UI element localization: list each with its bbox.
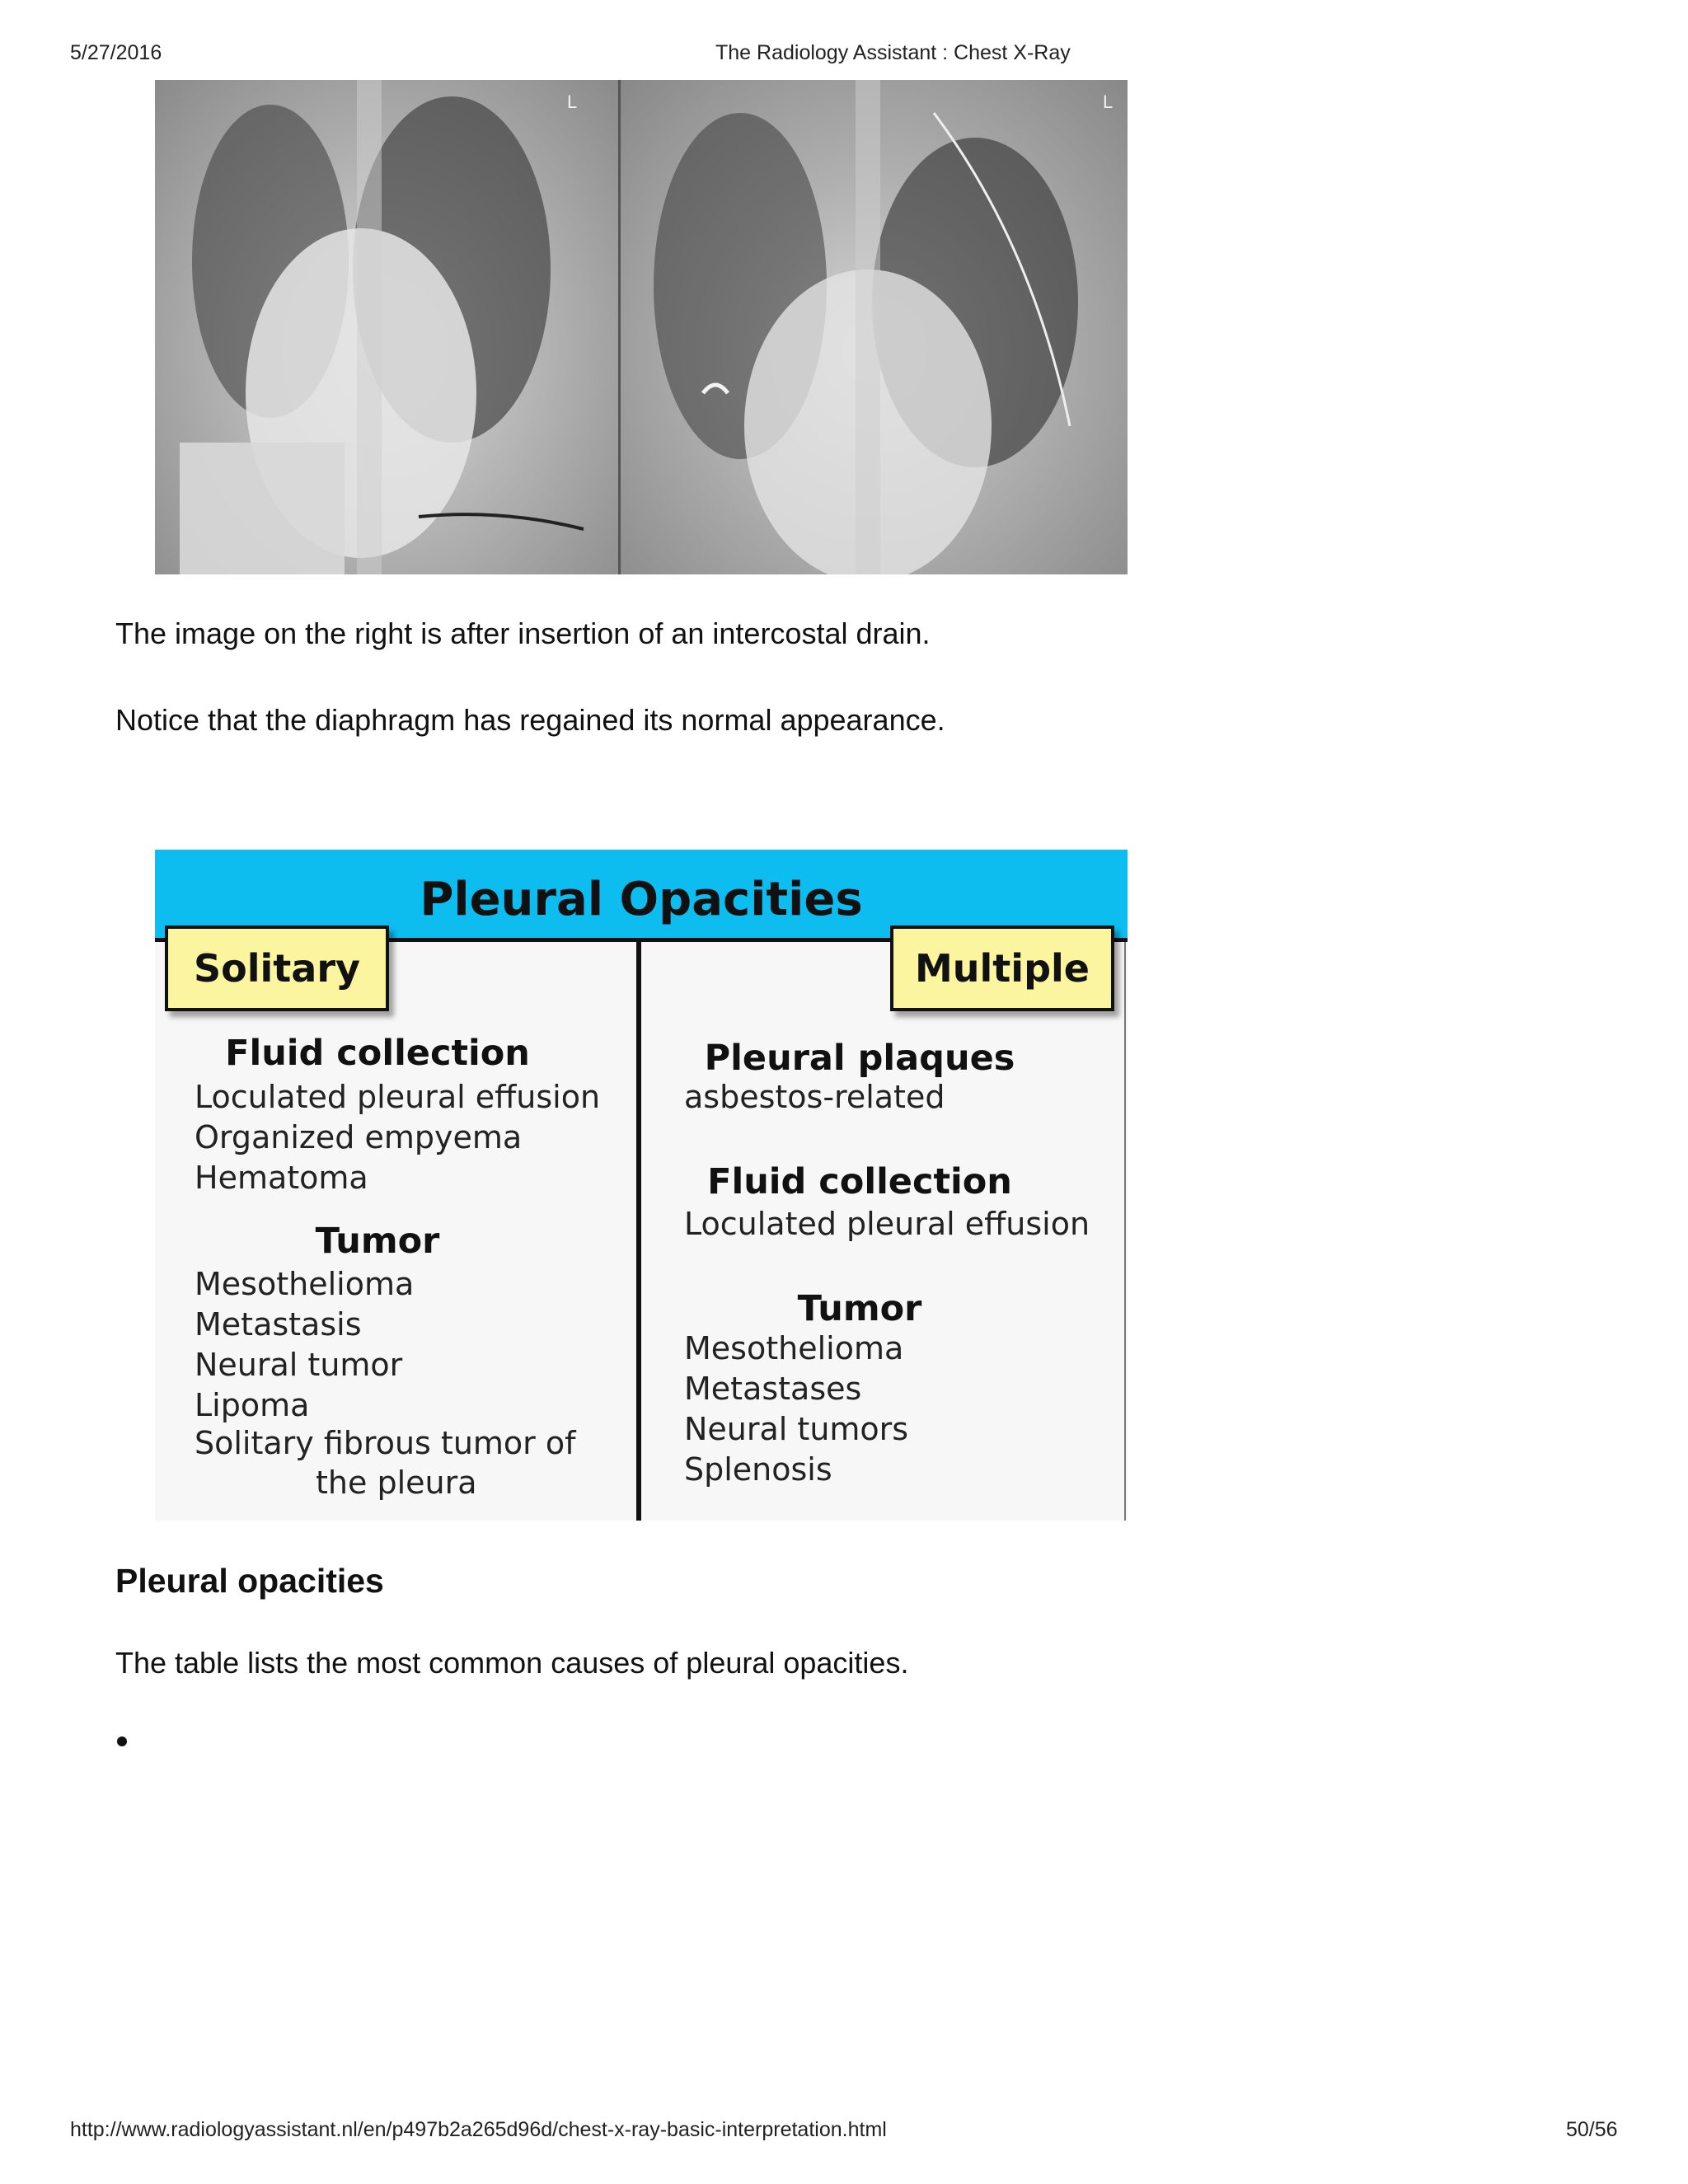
print-date: 5/27/2016 (70, 41, 162, 64)
column-divider (636, 942, 641, 1521)
print-page-title: The Radiology Assistant : Chest X-Ray (715, 41, 1071, 64)
table-edge (1124, 942, 1126, 1521)
group-item: the pleura (316, 1465, 477, 1501)
group-item: Splenosis (684, 1451, 832, 1488)
print-footer-url: http://www.radiologyassistant.nl/en/p497b2a265d96d/chest-x-ray-basic-interpretation.html (70, 2118, 887, 2141)
group-item: Metastases (684, 1371, 862, 1407)
xray-image-pair (155, 80, 1128, 574)
group-item: Lipoma (195, 1387, 310, 1423)
section-body: The table lists the most common causes of pleural opacities. (115, 1646, 909, 1680)
section-heading: Pleural opacities (115, 1562, 384, 1600)
group-item: Metastasis (195, 1306, 362, 1343)
group-item: Loculated pleural effusion (195, 1079, 601, 1115)
group-item: Neural tumors (684, 1411, 909, 1447)
xray-side-marker: L (567, 91, 578, 112)
caption-paragraph: The image on the right is after insertion of an intercostal drain. (115, 616, 931, 650)
xray-image-after-drain (621, 80, 1128, 574)
group-title: Tumor (797, 1288, 922, 1329)
xray-side-marker: L (1103, 91, 1114, 112)
group-item: Loculated pleural effusion (684, 1206, 1090, 1242)
group-item: Mesothelioma (684, 1330, 904, 1366)
group-item: Solitary fibrous tumor of (195, 1425, 576, 1461)
group-title: Tumor (315, 1221, 440, 1262)
group-title: Pleural plaques (704, 1038, 1015, 1079)
pleural-opacities-table-figure (155, 850, 1128, 1521)
group-item: asbestos-related (684, 1079, 945, 1115)
xray-image-before-drain (155, 80, 621, 574)
caption-paragraph: Notice that the diaphragm has regained its normal appearance. (115, 703, 945, 737)
empty-list-bullet (117, 1736, 127, 1746)
group-item: Neural tumor (195, 1347, 403, 1383)
group-item: Organized empyema (195, 1119, 523, 1155)
group-item: Hematoma (195, 1160, 368, 1196)
multiple-column-label: Multiple (890, 926, 1114, 1011)
group-title: Fluid collection (225, 1033, 530, 1074)
group-item: Mesothelioma (195, 1266, 415, 1302)
group-title: Fluid collection (707, 1161, 1012, 1202)
solitary-column-label: Solitary (165, 926, 389, 1011)
table-title: Pleural Opacities (420, 873, 863, 926)
print-page-number: 50/56 (1566, 2118, 1618, 2141)
